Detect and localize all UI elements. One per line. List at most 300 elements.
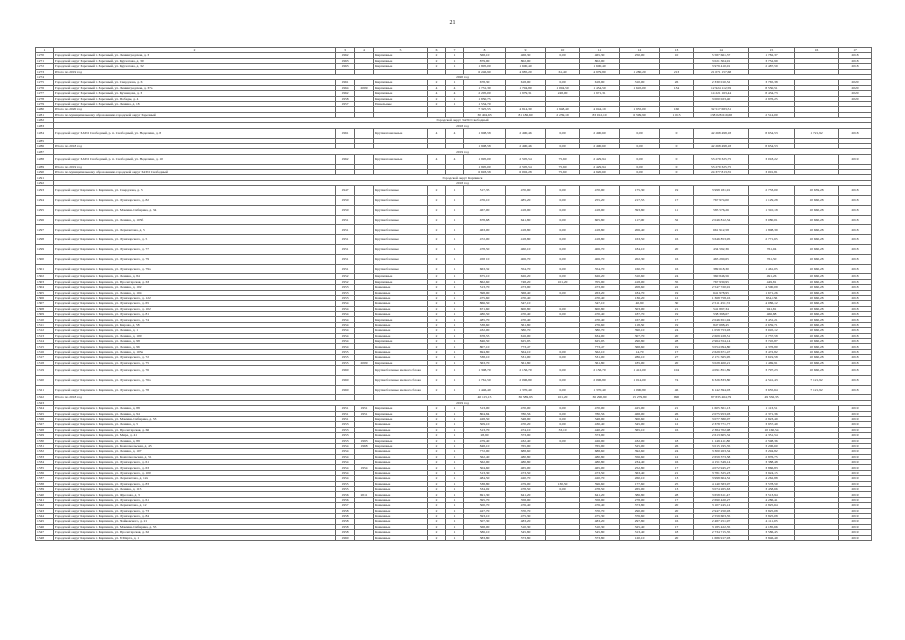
table-cell: 28 xyxy=(660,339,694,344)
table-cell: 1 805,00 xyxy=(464,64,506,69)
table-cell: 1 090,80 xyxy=(620,385,660,395)
table-cell: 3 000 023,40 xyxy=(694,96,749,101)
table-cell: 2018 xyxy=(839,58,872,63)
page-number: 21 xyxy=(449,20,456,26)
table-cell: 61,40 xyxy=(546,69,580,74)
table-cell: 2018 xyxy=(839,366,872,376)
table-cell: 2 156,70 xyxy=(506,366,546,376)
table-cell: 1 xyxy=(446,205,464,215)
table-cell: 10 660,28 xyxy=(795,264,839,274)
row-number-cell: 1330 xyxy=(36,438,54,443)
table-cell: 2 487 251,97 xyxy=(694,519,749,524)
table-cell: 1 xyxy=(446,460,464,465)
table-cell: Каменные xyxy=(374,454,428,459)
table-cell: 1950 xyxy=(336,195,355,205)
table-cell: 138 028 619,68 xyxy=(694,112,749,117)
row-number-cell: 1343 xyxy=(36,508,54,513)
table-cell: Каменные xyxy=(374,497,428,502)
table-cell: 1 xyxy=(446,186,464,196)
table-cell: 1 xyxy=(446,279,464,284)
table-cell: 1962 xyxy=(336,53,355,58)
table-cell: 2019 xyxy=(839,503,872,508)
table-cell: 1 955,00 xyxy=(620,107,660,112)
table-cell: 6 599,90 xyxy=(620,112,660,117)
table-row xyxy=(36,385,872,395)
table-cell: 21 xyxy=(660,470,694,475)
table-cell: 761,04 xyxy=(749,244,795,254)
table-cell: 467,00 xyxy=(464,205,506,215)
address-cell: Городской округ Карпинск г. Карпинск, ул. Луначарского, д. 83 xyxy=(54,481,336,486)
address-cell: Городской округ Карпинск г. Карпинск, ул. Луначарского, д. 81 xyxy=(54,312,336,317)
table-cell: 418,90 xyxy=(506,205,546,215)
table-cell: 2 171 565,95 xyxy=(694,355,749,360)
table-cell: 605,80 xyxy=(580,215,620,225)
table-cell: Каменные xyxy=(374,535,428,540)
address-cell: Итого по муниципальному образованию городской округ Заречный xyxy=(54,112,336,117)
table-cell: Крупноблочные xyxy=(374,205,428,215)
table-cell: 17 xyxy=(660,465,694,470)
table-cell: 380,70 xyxy=(580,328,620,333)
table-cell: 208,60 xyxy=(620,285,660,290)
table-cell: 2018 xyxy=(839,312,872,317)
table-cell: 2 xyxy=(428,301,446,306)
address-cell: Городской округ Заречный г. Заречный, ул. Победы, д. 4 xyxy=(54,96,336,101)
table-cell: 616,00 xyxy=(506,333,546,338)
row-number-cell: 1277 xyxy=(36,91,54,96)
table-cell: 10 660,28 xyxy=(795,366,839,376)
row-number-cell: 1327 xyxy=(36,422,54,427)
table-cell: 184,70 xyxy=(620,290,660,295)
column-number-cell: 5 xyxy=(374,48,428,53)
table-cell: 2 046 812,34 xyxy=(694,215,749,225)
address-cell: Городской округ Заречный г. Заречный, ул. Ленинградская, д. 37а xyxy=(54,85,336,90)
table-cell: 2 xyxy=(428,96,446,101)
table-cell: 1 xyxy=(446,254,464,264)
table-cell: 1954 xyxy=(336,333,355,338)
table-cell: 2 xyxy=(428,58,446,63)
table-cell: 705,90 xyxy=(580,279,620,284)
table-cell: 2019 xyxy=(839,481,872,486)
table-cell: 2019 xyxy=(839,497,872,502)
table-cell: Кирпичные xyxy=(374,274,428,279)
row-number-cell: 1306 xyxy=(36,295,54,300)
table-cell: 2 xyxy=(428,411,446,416)
table-cell: 2 xyxy=(428,215,446,225)
table-cell: 2009 xyxy=(355,85,374,90)
table-cell: 2 xyxy=(428,443,446,448)
table-cell: 360 846,56 xyxy=(694,274,749,279)
table-cell: 2019 xyxy=(839,470,872,475)
table-cell: 1 xyxy=(446,433,464,438)
row-number-cell: 1309 xyxy=(36,312,54,317)
table-cell: 2 629 671,47 xyxy=(694,349,749,354)
table-cell: 418,80 xyxy=(506,225,546,235)
address-cell: Итого по 2019 год xyxy=(54,164,336,169)
table-cell: 458 10 xyxy=(464,254,506,264)
table-cell: 10 660,28 xyxy=(795,295,839,300)
table-cell: 393,80 xyxy=(620,205,660,215)
table-cell: 1 113,51 xyxy=(749,406,795,411)
table-cell: 1954 xyxy=(336,465,355,470)
table-cell: 263,20 xyxy=(580,290,620,295)
table-cell: 600,80 xyxy=(506,306,546,311)
table-cell: 2 xyxy=(428,470,446,475)
address-cell: Итого по 2018 год xyxy=(54,144,336,149)
table-cell: 347,10 xyxy=(506,301,546,306)
table-cell: 1 xyxy=(446,349,464,354)
address-cell: Городской округ Карпинск г. Карпинск, ул. Ленина, д. 100 xyxy=(54,333,336,338)
address-cell: Городской округ Карпинск г. Карпинск, ул. Ленина, д. 103а xyxy=(54,349,336,354)
table-cell: 748,20 xyxy=(506,279,546,284)
table-cell: 10 660,28 xyxy=(795,306,839,311)
table-cell: 1953 xyxy=(336,438,355,443)
row-number-cell: 1301 xyxy=(36,264,54,274)
table-cell: 1 308,70 xyxy=(464,366,506,376)
address-cell: Итого по 2020 год xyxy=(54,107,336,112)
table-cell: 255,20 xyxy=(580,195,620,205)
table-cell: 1 xyxy=(446,301,464,306)
table-cell: 1 721,92 xyxy=(795,128,839,138)
table-cell: 18 xyxy=(660,438,694,443)
table-cell: 2 xyxy=(428,530,446,535)
table-cell: 10 660,28 xyxy=(795,215,839,225)
table-cell: 75,60 xyxy=(546,170,580,175)
table-cell: 1 xyxy=(446,530,464,535)
table-cell: 32 xyxy=(660,215,694,225)
row-number-cell: 1296 xyxy=(36,215,54,225)
table-cell: 675,10 xyxy=(464,274,506,279)
address-cell: Городской округ Карпинск г. Карпинск, ул. Лермонтова, д. 12а xyxy=(54,476,336,481)
table-cell: 585 576,26 xyxy=(694,205,749,215)
table-cell: 3 300 263,34 xyxy=(694,449,749,454)
table-cell: 163,50 xyxy=(620,235,660,245)
table-cell: 0,00 xyxy=(546,290,580,295)
table-cell: 694,80 xyxy=(464,349,506,354)
table-cell: 2 xyxy=(428,225,446,235)
address-cell: Городской округ Карпинск г. Карпинск, ул. Луначарского, д. 122 xyxy=(54,295,336,300)
table-cell: Каменные xyxy=(374,470,428,475)
table-cell: 513,70 xyxy=(464,427,506,432)
table-cell: 661 912,58 xyxy=(694,225,749,235)
table-cell: 297,80 xyxy=(620,519,660,524)
table-cell: 1 280,20 xyxy=(620,69,660,74)
table-cell: Кирпичные xyxy=(374,339,428,344)
table-cell: 1 xyxy=(446,101,464,106)
table-cell: Кирпичные xyxy=(374,58,428,63)
table-cell: 3 472,82 xyxy=(749,349,795,354)
table-cell: 1964 xyxy=(336,85,355,90)
table-cell: 10 660,28 xyxy=(795,274,839,279)
table-cell: 10 660,28 xyxy=(795,254,839,264)
table-cell: 2 xyxy=(428,427,446,432)
table-cell xyxy=(355,375,374,385)
table-cell xyxy=(355,264,374,274)
table-cell: 879,90 xyxy=(464,58,506,63)
table-cell: 368,60 xyxy=(620,344,660,349)
column-number-cell: 14 xyxy=(694,48,749,53)
section-label-cell: 2020 год xyxy=(54,74,872,79)
table-cell: 1954 xyxy=(336,476,355,481)
table-cell: 17 xyxy=(660,349,694,354)
table-cell: 2 690 420,27 xyxy=(694,497,749,502)
table-cell: 376,60 xyxy=(620,513,660,518)
table-cell: 484,50 xyxy=(464,476,506,481)
row-number-cell: 1307 xyxy=(36,301,54,306)
table-cell: 1 xyxy=(446,385,464,395)
row-number-cell: 1318 xyxy=(36,360,54,365)
table-cell: 1 671,26 xyxy=(749,290,795,295)
table-cell: 2 947 250,93 xyxy=(694,508,749,513)
table-cell: 0,00 xyxy=(546,355,580,360)
table-cell: 14,70 xyxy=(620,349,660,354)
table-cell: 117,00 xyxy=(620,215,660,225)
table-cell: 564,10 xyxy=(506,349,546,354)
table-cell: 2 xyxy=(428,290,446,295)
table-cell: 990 xyxy=(660,395,694,400)
row-number-cell: 1281 xyxy=(36,112,54,117)
table-cell: 2 xyxy=(428,492,446,497)
column-number-cell: 17 xyxy=(839,48,872,53)
table-cell: 2 659 373,58 xyxy=(694,454,749,459)
table-cell: 4 351,54 xyxy=(749,433,795,438)
table-cell: Каменные xyxy=(374,524,428,529)
table-cell: 187,70 xyxy=(620,312,660,317)
table-cell: 425,00 xyxy=(620,406,660,411)
table-cell: 81 186,60 xyxy=(506,112,546,117)
table-cell: 4 262,88 xyxy=(749,476,795,481)
table-cell: 14 221 163,44 xyxy=(694,91,749,96)
address-cell: Городской округ Заречный г. Заречный, ул. Свердлова, д. 6 xyxy=(54,80,336,85)
table-cell: 1 979,31 xyxy=(506,91,546,96)
table-cell: 24 xyxy=(660,328,694,333)
table-cell: 1 600,40 xyxy=(580,64,620,69)
table-cell: 175,30 xyxy=(620,186,660,196)
table-cell: 2018 xyxy=(839,195,872,205)
table-cell: 626,20 xyxy=(580,274,620,279)
table-cell: 1951 xyxy=(336,235,355,245)
table-cell: 2018 xyxy=(839,322,872,327)
table-cell: 802,90 xyxy=(506,58,546,63)
table-cell: 600,80 xyxy=(580,306,620,311)
column-number-cell: 1 xyxy=(36,48,54,53)
table-cell: 2018 xyxy=(839,264,872,274)
table-cell: 475,60 xyxy=(464,295,506,300)
table-cell: 476,10 xyxy=(464,195,506,205)
table-cell: 3 998 181,91 xyxy=(694,186,749,196)
table-cell: 678,68 xyxy=(464,215,506,225)
table-cell: 1 xyxy=(446,295,464,300)
row-number-cell: 1341 xyxy=(36,497,54,502)
table-cell: 1955 xyxy=(336,487,355,492)
table-cell: 2 xyxy=(428,285,446,290)
table-cell: 2 609 228,51 xyxy=(694,333,749,338)
address-cell: Городской округ Карпинск г. Карпинск, ул. Луначарского, д. 5 xyxy=(54,235,336,245)
table-cell: 12 xyxy=(660,422,694,427)
address-cell: Городской округ Карпинск г. Карпинск, ул. 8 Марта, д. 1 xyxy=(54,535,336,540)
table-cell: Каменные xyxy=(374,492,428,497)
table-cell: 1963 xyxy=(336,64,355,69)
table-cell: 42 268 498,18 xyxy=(694,144,749,149)
table-cell: 1 xyxy=(446,225,464,235)
table-cell: 2018 xyxy=(839,295,872,300)
table-row xyxy=(36,186,872,196)
table-cell xyxy=(355,215,374,225)
table-cell: 618,90 xyxy=(580,80,620,85)
table-cell: 2 771,65 xyxy=(749,235,795,245)
table-cell: 2 xyxy=(428,476,446,481)
table-cell: 325,40 xyxy=(620,524,660,529)
table-cell: 473,90 xyxy=(580,285,620,290)
table-cell: 348,90 xyxy=(506,416,546,421)
table-cell: 625,95 xyxy=(580,339,620,344)
table-cell: 0,00 xyxy=(546,406,580,411)
table-cell: 345,00 xyxy=(620,422,660,427)
table-cell: 75,60 xyxy=(546,164,580,169)
column-number-cell: 12 xyxy=(620,48,660,53)
table-cell: 370,70 xyxy=(580,508,620,513)
table-cell: 1 014,00 xyxy=(620,375,660,385)
table-cell: 383,80 xyxy=(464,535,506,540)
table-cell: 2 xyxy=(428,524,446,529)
table-cell: 2 613 605,32 xyxy=(694,433,749,438)
address-cell: Городской округ Карпинск г. Карпинск, ул. Ленина, д. 98 xyxy=(54,339,336,344)
table-cell: 1 948,40 xyxy=(546,107,580,112)
column-number-cell: 9 xyxy=(506,48,546,53)
table-cell: 1 xyxy=(446,438,464,443)
table-cell: 480,80 xyxy=(580,460,620,465)
column-number-cell: 2 xyxy=(54,48,336,53)
table-cell: 525,00 xyxy=(620,443,660,448)
table-cell: Каменные xyxy=(374,322,428,327)
address-cell: Городской округ Карпинск г. Карпинск, ул. Луначарского, д. 84 xyxy=(54,513,336,518)
table-cell: 2018 xyxy=(839,290,872,295)
table-cell: 1954 xyxy=(336,470,355,475)
table-cell: 2 823,49 xyxy=(749,416,795,421)
table-cell: 1 xyxy=(446,344,464,349)
table-cell: 2 xyxy=(428,349,446,354)
table-cell: 465,30 xyxy=(580,53,620,58)
table-cell: 16 xyxy=(660,460,694,465)
table-cell: 2 xyxy=(428,186,446,196)
table-cell: 596,60 xyxy=(580,481,620,486)
column-number-cell: 13 xyxy=(660,48,694,53)
table-cell: 27 xyxy=(660,355,694,360)
table-cell: 2019 xyxy=(839,513,872,518)
table-cell: 1 xyxy=(446,306,464,311)
table-cell: Каменные xyxy=(374,349,428,354)
table-cell: 25 xyxy=(660,481,694,486)
table-cell: 2 429,94 xyxy=(580,154,620,164)
table-cell: 468,30 xyxy=(506,53,546,58)
table-cell: 2 xyxy=(428,254,446,264)
table-cell: 475,30 xyxy=(506,513,546,518)
table-cell: 480,50 xyxy=(464,312,506,317)
table-cell: 10 660,28 xyxy=(795,285,839,290)
table-cell xyxy=(795,535,839,540)
table-cell: 1 xyxy=(446,58,464,63)
table-cell: 0,00 xyxy=(546,274,580,279)
table-cell: 160,70 xyxy=(620,264,660,274)
table-cell: 30 404,63 xyxy=(464,112,506,117)
table-cell: 1 xyxy=(446,443,464,448)
table-cell: 1 534,70 xyxy=(464,101,506,106)
row-number-cell: 1298 xyxy=(36,235,54,245)
table-cell: Кирпичные xyxy=(374,91,428,96)
table-cell: 2 xyxy=(428,416,446,421)
table-cell: 767 974,00 xyxy=(694,195,749,205)
table-cell: 0,00 xyxy=(546,366,580,376)
table-cell: Крупнопанельные xyxy=(374,128,428,138)
address-cell: Городской округ Карпинск г. Карпинск, ул. Луначарского, д. 102 xyxy=(54,306,336,311)
table-cell: 22 xyxy=(660,285,694,290)
table-cell: 1 xyxy=(446,339,464,344)
table-cell: 3 107 245,12 xyxy=(694,503,749,508)
table-cell xyxy=(355,186,374,196)
address-cell: Городской округ Карпинск г. Карпинск, ул. Ленина, д. 102 xyxy=(54,285,336,290)
table-cell: 1 908,58 xyxy=(464,144,506,149)
table-cell: 3 866,83 xyxy=(749,465,795,470)
row-number-cell: 1326 xyxy=(36,416,54,421)
table-cell: 160 xyxy=(660,107,694,112)
table-cell: 1 xyxy=(446,355,464,360)
table-cell: 19 xyxy=(660,186,694,196)
table-row xyxy=(36,154,872,164)
table-cell: 75,60 xyxy=(546,154,580,164)
table-cell: 8 654,53 xyxy=(749,144,795,149)
table-cell: 4 140 583,97 xyxy=(694,481,749,486)
table-cell: 2018 xyxy=(839,244,872,254)
address-cell: Городской округ Карпинск г. Карпинск, ул. Ленина, д. 89 xyxy=(54,438,336,443)
table-cell: 40,90 xyxy=(620,301,660,306)
table-cell: 0,00 xyxy=(546,235,580,245)
table-cell: 3 185 422,35 xyxy=(694,524,749,529)
table-cell: 21 071 157,68 xyxy=(694,69,749,74)
table-cell: 0,00 xyxy=(620,154,660,164)
table-cell: 1960 xyxy=(336,535,355,540)
table-cell: 4 500,09 xyxy=(749,285,795,290)
table-cell: 807,10 xyxy=(464,344,506,349)
table-cell: 1962 xyxy=(336,154,355,164)
table-cell: 2018 xyxy=(839,128,872,138)
table-cell: 389 618,30 xyxy=(694,264,749,274)
table-cell: 11 xyxy=(660,205,694,215)
table-cell: 4 376,80 xyxy=(749,344,795,349)
table-cell: 1951 xyxy=(355,406,374,411)
table-cell: 1 xyxy=(446,375,464,385)
table-cell xyxy=(355,225,374,235)
table-cell: 2018 xyxy=(839,301,872,306)
row-number-cell: 1345 xyxy=(36,519,54,524)
table-cell: 406,70 xyxy=(580,254,620,264)
table-cell: Крупноблочные xyxy=(374,225,428,235)
table-cell: 0,00 xyxy=(546,144,580,149)
table-row xyxy=(36,195,872,205)
row-number-cell: 1304 xyxy=(36,285,54,290)
table-cell: 2 xyxy=(428,519,446,524)
table-cell: 804,84 xyxy=(464,411,506,416)
table-cell: 0,00 xyxy=(620,144,660,149)
table-cell: 472,00 xyxy=(464,235,506,245)
table-cell: 449,81 xyxy=(749,279,795,284)
table-cell: Кирпичные xyxy=(374,96,428,101)
table-cell: 0 xyxy=(660,128,694,138)
table-cell: 1 731,30 xyxy=(464,85,506,90)
table-cell: 1 xyxy=(446,290,464,295)
table-cell: 2 075 953,93 xyxy=(694,411,749,416)
table-cell: Каменные xyxy=(374,433,428,438)
row-number-cell: 1289 xyxy=(36,164,54,169)
table-cell: 663,32 xyxy=(464,264,506,274)
